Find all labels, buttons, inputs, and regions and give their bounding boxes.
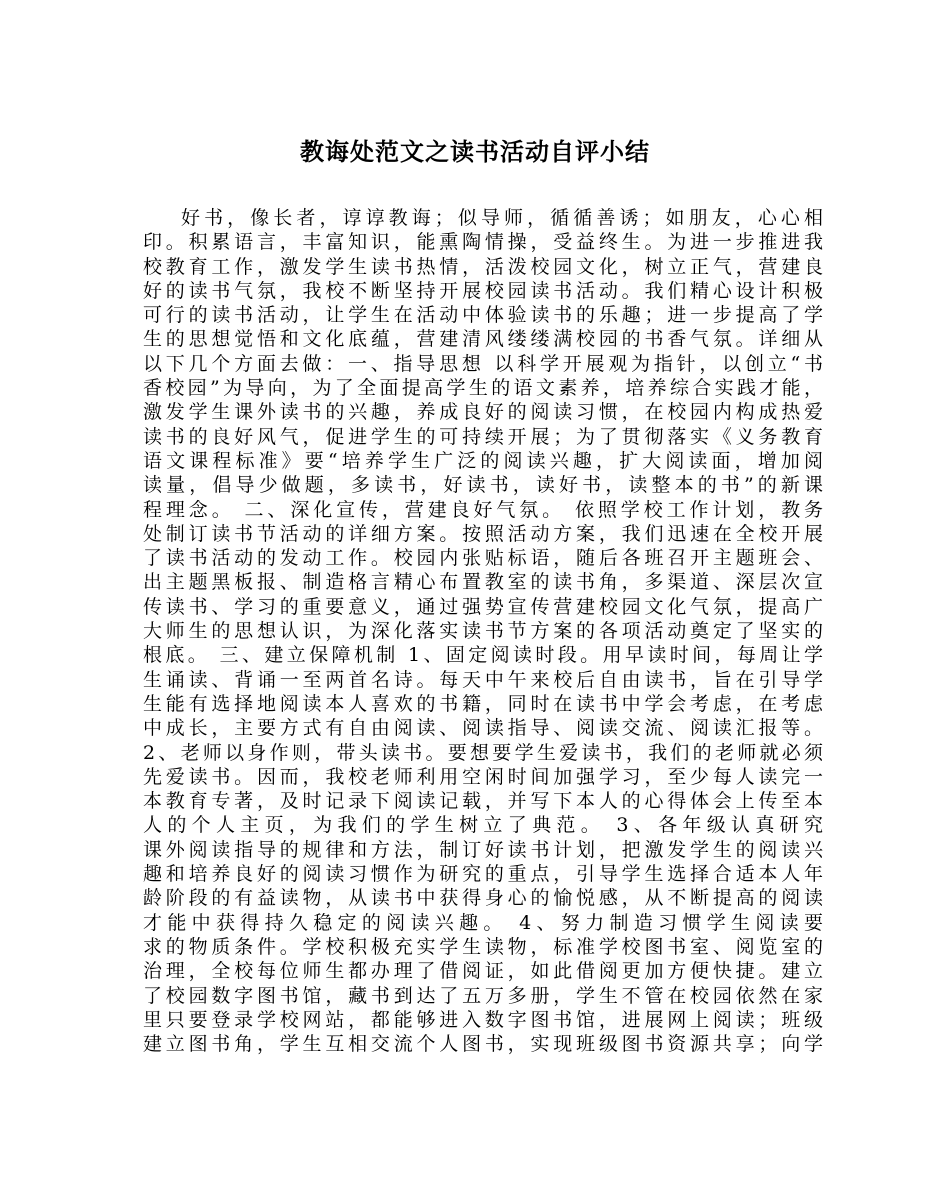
text-line: 传读书、学习的重要意义，通过强势宣传营建校园文化气氛，提高广 — [143, 595, 823, 618]
text-line: 语文课程标准》要“培养学生广泛的阅读兴趣，扩大阅读面，增加阅 — [143, 449, 823, 472]
text-line: 处制订读书节活动的详细方案。按照活动方案，我们迅速在全校开展 — [143, 522, 823, 545]
text-line: 印。积累语言，丰富知识，能熏陶情操，受益终生。为进一步推进我 — [143, 231, 823, 254]
body-text — [143, 206, 823, 1056]
text-line: 校教育工作，激发学生读书热情，活泼校园文化，树立正气，营建良 — [143, 255, 823, 278]
text-line: 好书，像长者，谆谆教诲；似导师，循循善诱；如朋友，心心相 — [181, 207, 823, 229]
text-line: 以下几个方面去做：一、指导思想 以科学开展观为指针，以创立“书 — [143, 352, 823, 375]
text-line: 了读书活动的发动工作。校园内张贴标语，随后各班召开主题班会、 — [143, 547, 823, 570]
text-line: 人的个人主页，为我们的学生树立了典范。 3、各年级认真研究 — [143, 814, 823, 837]
text-line: 2、老师以身作则，带头读书。要想要学生爱读书，我们的老师就必须 — [143, 741, 823, 764]
text-line: 出主题黑板报、制造格言精心布置教室的读书角，多渠道、深层次宣 — [143, 571, 823, 594]
text-line: 本教育专著，及时记录下阅读记载，并写下本人的心得体会上传至本 — [143, 790, 823, 813]
text-line: 趣和培养良好的阅读习惯作为研究的重点，引导学生选择合适本人年 — [143, 863, 823, 886]
text-line: 里只要登录学校网站，都能够进入数字图书馆，进展网上阅读；班级 — [143, 1008, 823, 1031]
text-line: 根底。 三、建立保障机制 1、固定阅读时段。用早读时间，每周让学 — [143, 644, 823, 667]
text-line: 课外阅读指导的规律和方法，制订好读书计划，把激发学生的阅读兴 — [143, 838, 823, 861]
text-line: 程理念。 二、深化宣传，营建良好气氛。 依照学校工作计划，教务 — [143, 498, 823, 521]
text-line: 才能中获得持久稳定的阅读兴趣。 4、努力制造习惯学生阅读要 — [143, 911, 823, 934]
text-line: 生能有选择地阅读本人喜欢的书籍，同时在读书中学会考虑，在考虑 — [143, 692, 823, 715]
text-line: 先爱读书。因而，我校老师利用空闲时间加强学习，至少每人读完一 — [143, 765, 823, 788]
text-line: 治理，全校每位师生都办理了借阅证，如此借阅更加方便快捷。建立 — [143, 960, 823, 983]
text-line: 中成长，主要方式有自由阅读、阅读指导、阅读交流、阅读汇报等。 — [143, 717, 823, 740]
text-line: 读量，倡导少做题，多读书，好读书，读好书，读整本的书”的新课 — [143, 474, 823, 497]
text-line: 龄阶段的有益读物，从读书中获得身心的愉悦感，从不断提高的阅读 — [143, 887, 823, 910]
text-line: 可行的读书活动，让学生在活动中体验读书的乐趣；进一步提高了学 — [143, 304, 823, 327]
text-line: 生诵读、背诵一至两首名诗。每天中午来校后自由读书，旨在引导学 — [143, 668, 823, 691]
text-line: 香校园”为导向，为了全面提高学生的语文素养，培养综合实践才能， — [143, 377, 823, 400]
text-line: 好的读书气氛，我校不断坚持开展校园读书活动。我们精心设计积极 — [143, 279, 823, 302]
text-line: 建立图书角，学生互相交流个人图书，实现班级图书资源共享；向学 — [143, 1033, 823, 1056]
text-line: 激发学生课外读书的兴趣，养成良好的阅读习惯，在校园内构成热爱 — [143, 401, 823, 424]
document-title: 教诲处范文之读书活动自评小结 — [300, 137, 650, 166]
text-line: 读书的良好风气，促进学生的可持续开展；为了贯彻落实《义务教育 — [143, 425, 823, 448]
text-line: 大师生的思想认识，为深化落实读书节方案的各项活动奠定了坚实的 — [143, 620, 823, 643]
text-line: 求的物质条件。学校积极充实学生读物，标准学校图书室、阅览室的 — [143, 935, 823, 958]
text-line: 了校园数字图书馆，藏书到达了五万多册，学生不管在校园依然在家 — [143, 984, 823, 1007]
text-line: 生的思想觉悟和文化底蕴，营建清风缕缕满校园的书香气氛。详细从 — [143, 328, 823, 351]
